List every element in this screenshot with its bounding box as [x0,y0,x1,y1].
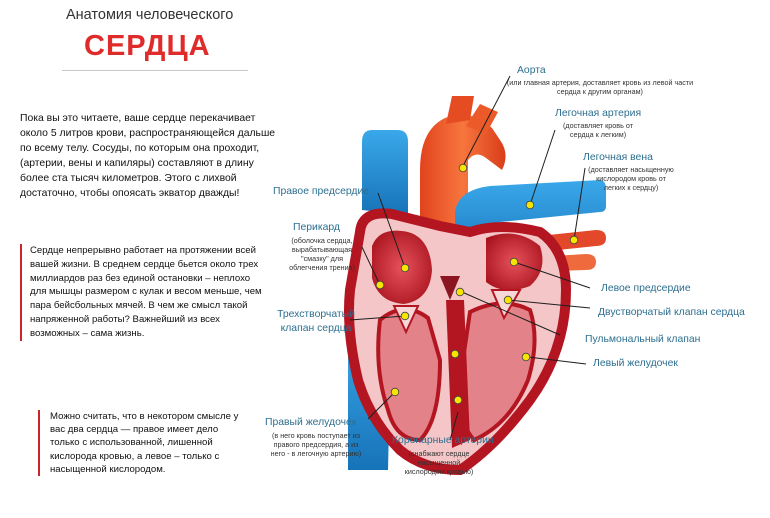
marker-septum [451,350,459,358]
marker-pericard [376,281,384,289]
marker-pulm-valve [456,288,464,296]
label-left-ventricle: Левый желудочек [593,358,678,369]
label-coronary-sub: (снабжают сердце насыщенной кислородом кровью) [404,449,474,476]
marker-mitral [504,296,512,304]
label-pulm-vein: Легочная вена [583,152,653,163]
label-right-ventricle: Правый желудочек [265,417,357,428]
marker-left-ventricle [522,353,530,361]
label-pericard-sub: (оболочка сердца, вырабатывающая "смазку" для облегчения трения) [289,236,355,272]
left-ventricle-chamber [459,303,534,440]
vena-cava [362,130,408,215]
marker-pulm-artery [526,201,534,209]
label-pulm-vein-sub: (доставляет насыщенную кислородом кровь от легких к сердцу) [588,165,674,192]
aorta-branch [446,96,474,124]
label-pulm-artery-sub: (доставляет кровь от сердца к легким) [562,121,633,139]
marker-right-atrium [401,264,409,272]
header-title: СЕРДЦА [84,30,211,62]
label-aorta-sub: (или главная артерия, доставляет кровь из левой части сердца к другим органам) [506,78,694,96]
intro-text: Пока вы это читаете, ваше сердце перекачивает около 5 литров крови, распространяющейся дальше по всему телу. Сосуды, по которым она проходит, (артерии, вены и капиляры) составляют в длину более ста тысяч километров. Этого с лихвой достаточно, чтобы опоясать экватор дважды! [20,113,276,199]
marker-pulm-vein [570,236,578,244]
label-pulm-artery: Легочная артерия [555,108,642,119]
marker-right-ventricle [391,388,399,396]
label-aorta: Аорта [517,65,546,76]
label-coronary: Коронарные артерии [392,435,494,446]
label-left-atrium: Левое предсердие [601,283,691,294]
label-right-atrium: Правое предсердие [273,186,370,197]
marker-coronary [454,396,462,404]
fact-block: Сердце непрерывно работает на протяжении всей вашей жизни. В среднем сердце бьется около трех миллиардов раз без единой остановки – неплохо для мышцы размером с кулак и весом меньше, чем пара бейсбольных мячей. В чем же смысл такой напряженной работы? Важнейший из всех возможных – сама жизнь. [20,244,264,341]
label-pulm-valve: Пульмональный клапан [585,334,701,345]
marker-aorta [459,164,467,172]
two-hearts-note: Можно считать, что в некотором смысле у вас два сердца — правое имеет дело только с использованной, лишенной кислорода кровью, а левое – только с насыщенной кислородом. [38,410,250,476]
header-subtitle: Анатомия человеческого [66,7,234,23]
marker-left-atrium [510,258,518,266]
marker-tricuspid [401,312,409,320]
label-right-ventricle-sub: (в него кровь поступает из правого предсердия, а из него - в легочную артерию) [270,431,362,458]
label-pericard: Перикард [293,222,340,233]
label-mitral: Двустворчатый клапан сердца [598,307,745,318]
label-tricuspid: Трехстворчатый клапан сердца [277,309,355,334]
